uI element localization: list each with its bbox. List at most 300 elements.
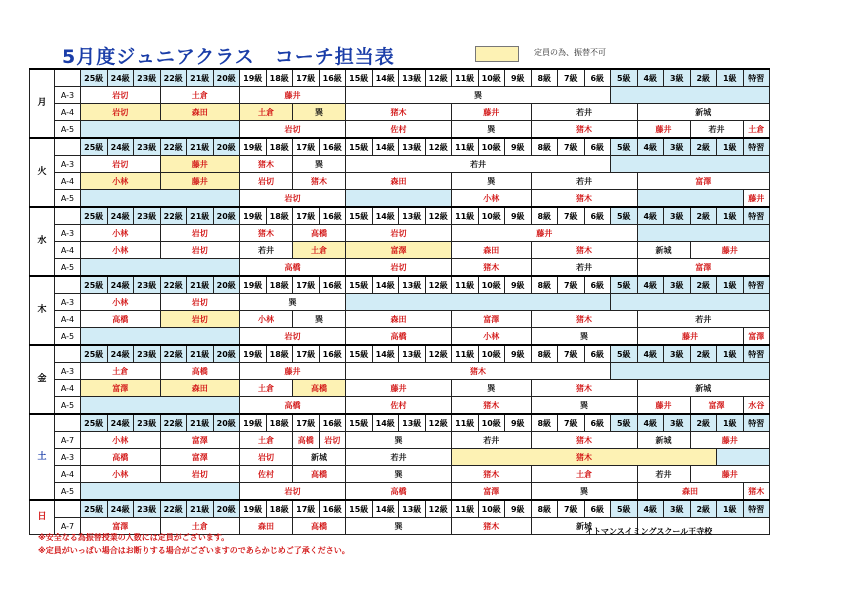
class-label: A-5	[55, 483, 81, 501]
class-row	[30, 363, 770, 380]
coach-cell: 岩切	[160, 242, 240, 259]
coach-cell	[81, 259, 240, 277]
grade-header: 24級	[107, 69, 134, 87]
class-row	[30, 380, 770, 397]
class-label: A-7	[55, 518, 81, 535]
grade-header: 7級	[558, 414, 585, 432]
class-row	[30, 432, 770, 449]
coach-cell: 小林	[452, 328, 532, 346]
coach-cell: 猪木	[531, 380, 637, 397]
coach-cell: 岩切	[346, 259, 452, 277]
coach-cell	[81, 397, 240, 415]
coach-cell: 森田	[160, 380, 240, 397]
class-row	[30, 294, 770, 311]
coach-cell: 岩切	[81, 104, 161, 121]
coach-cell: 土倉	[293, 242, 346, 259]
coach-cell: 小林	[81, 466, 161, 483]
coach-cell: 佐村	[240, 466, 293, 483]
grade-header: 12級	[425, 345, 452, 363]
coach-cell: 小林	[81, 294, 161, 311]
note-line: ※安全なる為振替授業の人数には定員がございます。	[38, 533, 230, 542]
grade-header: 20級	[213, 276, 240, 294]
coach-cell	[81, 483, 240, 501]
class-label: A-7	[55, 432, 81, 449]
grade-header: 23級	[134, 276, 161, 294]
coach-cell: 土倉	[160, 87, 240, 104]
coach-cell	[346, 190, 452, 208]
coach-cell	[611, 363, 770, 380]
grade-header: 23級	[134, 500, 161, 518]
grade-header: 14級	[372, 414, 399, 432]
grade-header: 6級	[584, 500, 611, 518]
grade-header: 22級	[160, 69, 187, 87]
grade-header: 14級	[372, 345, 399, 363]
coach-cell	[81, 328, 240, 346]
grade-header: 1級	[717, 276, 744, 294]
grade-header: 17級	[293, 500, 320, 518]
class-row	[30, 121, 770, 139]
class-label: A-4	[55, 173, 81, 190]
grade-header: 16級	[319, 138, 346, 156]
grade-header: 1級	[717, 138, 744, 156]
coach-cell: 猪木	[293, 173, 346, 190]
class-row	[30, 190, 770, 208]
grade-header: 4級	[637, 138, 664, 156]
coach-cell: 岩切	[240, 483, 346, 501]
grade-header: 12級	[425, 414, 452, 432]
class-label: A-4	[55, 311, 81, 328]
grade-header: 13級	[399, 276, 426, 294]
grade-header: 21級	[187, 345, 214, 363]
coach-cell: 藤井	[240, 87, 346, 104]
grade-header: 9級	[505, 345, 532, 363]
grade-header: 6級	[584, 138, 611, 156]
grade-header: 21級	[187, 138, 214, 156]
class-label: A-4	[55, 466, 81, 483]
grade-header: 4級	[637, 345, 664, 363]
coach-cell: 若井	[531, 259, 637, 277]
grade-header: 19級	[240, 207, 267, 225]
class-label: A-5	[55, 259, 81, 277]
coach-cell: 猪木	[743, 483, 770, 501]
grade-header: 20級	[213, 207, 240, 225]
coach-cell: 森田	[240, 518, 293, 535]
coach-cell: 新城	[637, 242, 690, 259]
grade-header: 15級	[346, 414, 373, 432]
grade-header: 5級	[611, 500, 638, 518]
coach-cell: 若井	[690, 121, 743, 139]
coach-cell: 巽	[452, 121, 532, 139]
coach-cell: 藤井	[637, 397, 690, 415]
coach-cell: 土倉	[240, 380, 293, 397]
grade-header: 11級	[452, 414, 479, 432]
coach-cell: 土倉	[240, 104, 293, 121]
coach-cell: 小林	[81, 432, 161, 449]
coach-cell	[81, 121, 240, 139]
coach-cell: 高橋	[346, 483, 452, 501]
coach-cell: 猪木	[452, 449, 717, 466]
grade-header: 9級	[505, 69, 532, 87]
grade-header: 13級	[399, 345, 426, 363]
coach-cell: 高橋	[293, 466, 346, 483]
grade-header: 10級	[478, 207, 505, 225]
grade-header: 7級	[558, 138, 585, 156]
grade-header: 18級	[266, 500, 293, 518]
grade-header: 8級	[531, 138, 558, 156]
grade-header-row	[30, 345, 770, 363]
grade-header: 3級	[664, 345, 691, 363]
class-label: A-5	[55, 190, 81, 208]
grade-header: 22級	[160, 276, 187, 294]
grade-header: 12級	[425, 500, 452, 518]
grade-header: 19級	[240, 500, 267, 518]
grade-header: 8級	[531, 500, 558, 518]
coach-cell: 猪木	[346, 104, 452, 121]
coach-cell: 巽	[346, 87, 611, 104]
coach-cell: 猪木	[531, 311, 637, 328]
grade-header: 14級	[372, 207, 399, 225]
grade-header: 24級	[107, 414, 134, 432]
coach-cell: 猪木	[240, 156, 293, 173]
coach-cell: 岩切	[240, 328, 346, 346]
class-row	[30, 483, 770, 501]
coach-cell: 富澤	[346, 242, 452, 259]
grade-header: 23級	[134, 69, 161, 87]
note-line: ※定員がいっぱい場合はお断りする場合がございますのであらかじめご了承ください。	[38, 546, 350, 555]
grade-header: 15級	[346, 138, 373, 156]
coach-cell: 猪木	[452, 466, 532, 483]
class-label: A-5	[55, 121, 81, 139]
grade-header: 5級	[611, 207, 638, 225]
coach-cell: 土倉	[160, 518, 240, 535]
class-label	[55, 207, 81, 225]
grade-header: 7級	[558, 345, 585, 363]
coach-cell: 高橋	[293, 225, 346, 242]
coach-cell: 小林	[81, 173, 161, 190]
grade-header: 10級	[478, 276, 505, 294]
grade-header: 25級	[81, 500, 108, 518]
grade-header: 20級	[213, 138, 240, 156]
coach-cell: 藤井	[690, 466, 770, 483]
grade-header: 18級	[266, 138, 293, 156]
coach-cell	[637, 190, 743, 208]
grade-header: 特習	[743, 138, 770, 156]
grade-header: 25級	[81, 414, 108, 432]
coach-cell: 岩切	[240, 121, 346, 139]
grade-header: 25級	[81, 345, 108, 363]
coach-cell: 若井	[531, 104, 637, 121]
grade-header: 8級	[531, 207, 558, 225]
grade-header: 9級	[505, 138, 532, 156]
grade-header: 22級	[160, 500, 187, 518]
coach-cell: 高橋	[346, 328, 452, 346]
coach-cell: 高橋	[293, 432, 320, 449]
grade-header: 25級	[81, 69, 108, 87]
grade-header: 11級	[452, 69, 479, 87]
grade-header: 19級	[240, 138, 267, 156]
grade-header: 22級	[160, 138, 187, 156]
class-row	[30, 156, 770, 173]
grade-header: 17級	[293, 138, 320, 156]
grade-header-row	[30, 207, 770, 225]
grade-header: 24級	[107, 207, 134, 225]
coach-cell	[611, 294, 770, 311]
coach-cell: 富澤	[160, 449, 240, 466]
coach-cell: 富澤	[452, 311, 532, 328]
coach-cell: 猪木	[531, 190, 637, 208]
grade-header: 20級	[213, 69, 240, 87]
grade-header: 3級	[664, 276, 691, 294]
grade-header: 特習	[743, 276, 770, 294]
coach-cell: 巽	[531, 397, 637, 415]
grade-header: 16級	[319, 207, 346, 225]
coach-cell: 岩切	[319, 432, 346, 449]
grade-header: 14級	[372, 500, 399, 518]
grade-header: 15級	[346, 207, 373, 225]
coach-cell: 藤井	[160, 173, 240, 190]
grade-header: 21級	[187, 276, 214, 294]
grade-header: 1級	[717, 414, 744, 432]
coach-cell: 岩切	[160, 311, 240, 328]
grade-header: 13級	[399, 207, 426, 225]
coach-cell	[717, 449, 770, 466]
grade-header: 8級	[531, 345, 558, 363]
coach-cell: 巽	[531, 483, 637, 501]
coach-cell: 富澤	[743, 328, 770, 346]
class-label: A-3	[55, 87, 81, 104]
coach-cell: 巽	[531, 328, 637, 346]
coach-cell: 富澤	[81, 380, 161, 397]
coach-cell: 猪木	[452, 259, 532, 277]
grade-header: 19級	[240, 276, 267, 294]
class-row	[30, 449, 770, 466]
day-label: 火	[30, 138, 55, 207]
class-label: A-3	[55, 449, 81, 466]
grade-header: 16級	[319, 345, 346, 363]
grade-header: 4級	[637, 276, 664, 294]
coach-cell: 若井	[637, 311, 770, 328]
grade-header: 15級	[346, 500, 373, 518]
coach-cell: 巽	[346, 518, 452, 535]
grade-header: 12級	[425, 138, 452, 156]
grade-header: 23級	[134, 207, 161, 225]
grade-header: 18級	[266, 345, 293, 363]
grade-header: 14級	[372, 69, 399, 87]
day-label: 金	[30, 345, 55, 414]
class-label: A-4	[55, 104, 81, 121]
grade-header: 25級	[81, 276, 108, 294]
grade-header: 3級	[664, 69, 691, 87]
coach-cell: 猪木	[240, 225, 293, 242]
grade-header: 10級	[478, 69, 505, 87]
grade-header: 2級	[690, 500, 717, 518]
grade-header: 17級	[293, 414, 320, 432]
grade-header: 4級	[637, 500, 664, 518]
grade-header: 5級	[611, 276, 638, 294]
grade-header: 12級	[425, 207, 452, 225]
grade-header: 20級	[213, 414, 240, 432]
class-row	[30, 397, 770, 415]
grade-header: 10級	[478, 500, 505, 518]
grade-header: 2級	[690, 345, 717, 363]
coach-cell: 岩切	[240, 449, 293, 466]
grade-header: 17級	[293, 276, 320, 294]
grade-header: 18級	[266, 414, 293, 432]
coach-cell: 土倉	[531, 466, 637, 483]
coach-cell: 若井	[346, 156, 611, 173]
coach-cell: 若井	[452, 432, 532, 449]
grade-header: 14級	[372, 276, 399, 294]
coach-cell: 若井	[346, 449, 452, 466]
coach-cell: 藤井	[690, 432, 770, 449]
grade-header: 2級	[690, 207, 717, 225]
class-label	[55, 414, 81, 432]
class-label	[55, 276, 81, 294]
coach-cell: 巽	[240, 294, 346, 311]
coach-cell: 猪木	[531, 121, 637, 139]
coach-cell: 岩切	[160, 466, 240, 483]
grade-header: 1級	[717, 500, 744, 518]
grade-header: 17級	[293, 345, 320, 363]
grade-header: 1級	[717, 345, 744, 363]
coach-cell: 佐村	[346, 397, 452, 415]
coach-cell: 佐村	[346, 121, 452, 139]
grade-header: 13級	[399, 138, 426, 156]
grade-header: 3級	[664, 414, 691, 432]
coach-cell: 富澤	[637, 173, 770, 190]
class-label	[55, 345, 81, 363]
grade-header: 24級	[107, 138, 134, 156]
grade-header: 9級	[505, 207, 532, 225]
coach-cell: 岩切	[240, 173, 293, 190]
coach-cell: 岩切	[81, 87, 161, 104]
coach-cell: 高橋	[293, 380, 346, 397]
grade-header: 16級	[319, 69, 346, 87]
grade-header: 16級	[319, 500, 346, 518]
coach-cell	[611, 87, 770, 104]
grade-header: 10級	[478, 138, 505, 156]
coach-cell: 高橋	[81, 311, 161, 328]
day-label: 水	[30, 207, 55, 276]
grade-header: 9級	[505, 276, 532, 294]
coach-cell: 森田	[637, 483, 743, 501]
grade-header: 13級	[399, 414, 426, 432]
grade-header: 18級	[266, 276, 293, 294]
grade-header: 15級	[346, 345, 373, 363]
grade-header: 14級	[372, 138, 399, 156]
school-name: イトマンスイミングスクール王寺校	[585, 527, 713, 536]
grade-header: 23級	[134, 345, 161, 363]
grade-header: 18級	[266, 207, 293, 225]
grade-header: 11級	[452, 138, 479, 156]
class-label: A-4	[55, 242, 81, 259]
class-label: A-5	[55, 328, 81, 346]
class-label: A-3	[55, 363, 81, 380]
coach-cell: 新城	[637, 104, 770, 121]
coach-cell: 藤井	[637, 121, 690, 139]
day-label: 月	[30, 69, 55, 138]
grade-header: 6級	[584, 345, 611, 363]
coach-cell: 土倉	[81, 363, 161, 380]
coach-cell: 新城	[637, 380, 770, 397]
coach-cell: 巽	[346, 432, 452, 449]
class-row	[30, 225, 770, 242]
coach-cell: 巽	[293, 311, 346, 328]
coach-cell: 高橋	[81, 449, 161, 466]
grade-header: 3級	[664, 500, 691, 518]
grade-header: 22級	[160, 345, 187, 363]
grade-header: 21級	[187, 414, 214, 432]
coach-cell: 藤井	[160, 156, 240, 173]
grade-header: 25級	[81, 138, 108, 156]
grade-header: 2級	[690, 414, 717, 432]
grade-header: 5級	[611, 69, 638, 87]
grade-header: 16級	[319, 414, 346, 432]
grade-header: 9級	[505, 500, 532, 518]
grade-header: 11級	[452, 276, 479, 294]
grade-header: 1級	[717, 207, 744, 225]
grade-header-row	[30, 414, 770, 432]
grade-header: 11級	[452, 345, 479, 363]
grade-header: 15級	[346, 276, 373, 294]
coach-cell: 高橋	[293, 518, 346, 535]
coach-cell: 岩切	[81, 156, 161, 173]
grade-header: 6級	[584, 207, 611, 225]
class-row	[30, 173, 770, 190]
coach-cell: 森田	[346, 173, 452, 190]
day-label: 土	[30, 414, 55, 500]
coach-cell	[637, 225, 770, 242]
grade-header: 25級	[81, 207, 108, 225]
coach-cell: 高橋	[240, 259, 346, 277]
grade-header: 12級	[425, 69, 452, 87]
coach-cell: 高橋	[160, 363, 240, 380]
grade-header: 8級	[531, 276, 558, 294]
grade-header: 5級	[611, 414, 638, 432]
coach-cell: 猪木	[346, 363, 611, 380]
grade-header: 23級	[134, 138, 161, 156]
coach-cell: 富澤	[160, 432, 240, 449]
grade-header: 9級	[505, 414, 532, 432]
grade-header: 3級	[664, 138, 691, 156]
grade-header: 6級	[584, 276, 611, 294]
grade-header: 19級	[240, 69, 267, 87]
coach-cell: 巽	[346, 466, 452, 483]
coach-cell: 新城	[293, 449, 346, 466]
grade-header-row	[30, 276, 770, 294]
grade-header: 13級	[399, 69, 426, 87]
grade-header: 23級	[134, 414, 161, 432]
grade-header: 10級	[478, 414, 505, 432]
grade-header: 2級	[690, 276, 717, 294]
coach-cell: 猪木	[531, 242, 637, 259]
class-label	[55, 69, 81, 87]
grade-header: 7級	[558, 500, 585, 518]
coach-cell: 富澤	[81, 518, 161, 535]
class-row	[30, 328, 770, 346]
coach-cell: 富澤	[637, 259, 770, 277]
coach-cell: 富澤	[690, 397, 743, 415]
coach-cell: 藤井	[346, 380, 452, 397]
grade-header: 6級	[584, 69, 611, 87]
grade-header: 21級	[187, 69, 214, 87]
grade-header: 6級	[584, 414, 611, 432]
coach-cell: 小林	[452, 190, 532, 208]
grade-header: 4級	[637, 207, 664, 225]
grade-header: 8級	[531, 414, 558, 432]
grade-header: 特習	[743, 345, 770, 363]
grade-header: 特習	[743, 207, 770, 225]
